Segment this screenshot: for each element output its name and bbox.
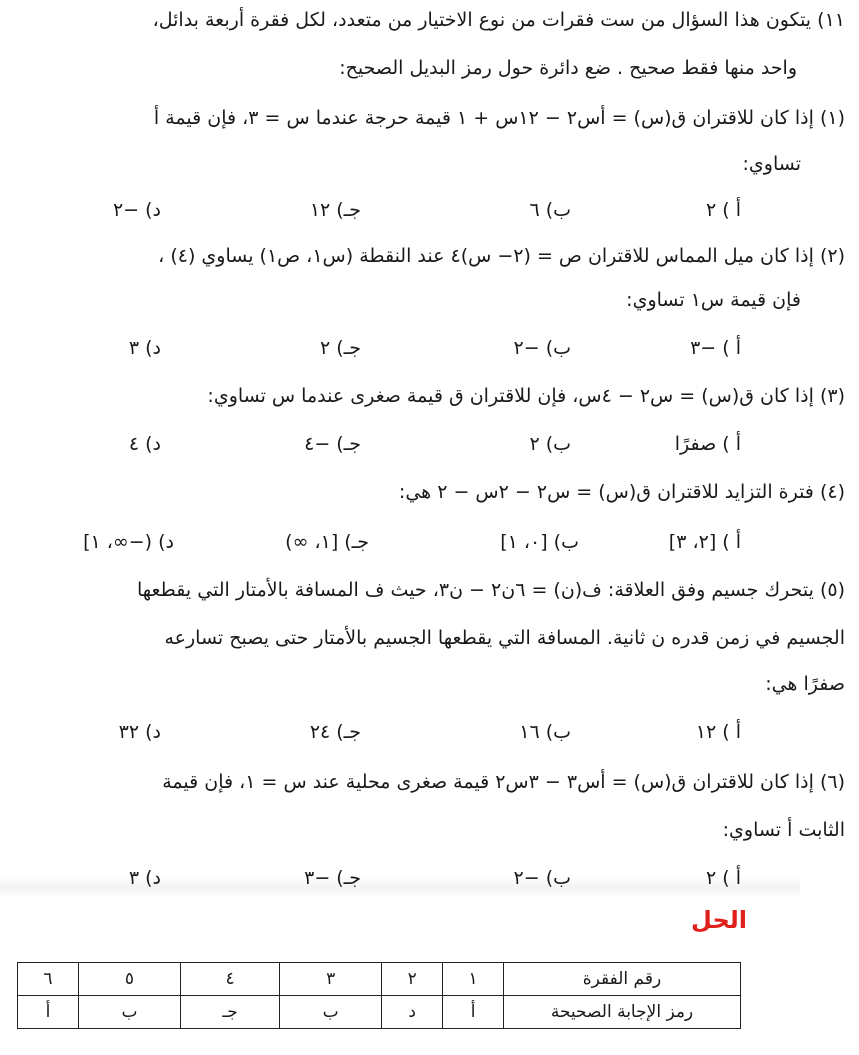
choice-a[interactable]: أ ) ٢ [706, 867, 741, 889]
answer-cell: ب [78, 996, 180, 1029]
choice-a[interactable]: أ ) −٣ [690, 337, 741, 359]
item-number-cell: ٢ [382, 963, 443, 996]
answer-cell: أ [443, 996, 504, 1029]
question-1-choices [0, 194, 859, 226]
solution-title: الحل [691, 906, 747, 934]
choice-c[interactable]: جـ) ١٢ [309, 199, 361, 221]
choice-d[interactable]: د) ٤ [128, 433, 161, 455]
question-2-number: (٢) [819, 245, 845, 267]
question-2-line-2: فإن قيمة س١ تساوي: [626, 289, 801, 311]
choice-d[interactable]: د) ٣ [128, 337, 161, 359]
choice-a[interactable]: أ ) صفرًا [674, 433, 741, 455]
question-1-text: إذا كان للاقتران ق(س) = أس٢ − ١٢س + ١ قيمة حرجة عندما س = ٣، فإن قيمة أ [153, 107, 814, 129]
question-1-line-1 [154, 102, 845, 134]
question-5-line-1 [137, 574, 845, 606]
answer-table [17, 962, 741, 1029]
choice-c[interactable]: جـ) −٤ [304, 433, 361, 455]
question-5-line-2: الجسيم في زمن قدره ن ثانية. المسافة التي يقطعها الجسيم بالأمتار حتى يصبح تسارعه [164, 627, 845, 649]
question-3-line-1 [207, 380, 845, 412]
question-3-text: إذا كان ق(س) = س٢ − ٤س، فإن للاقتران ق قيمة صغرى عندما س تساوي: [207, 385, 814, 407]
choice-c[interactable]: جـ) −٣ [304, 867, 361, 889]
choice-d[interactable]: د) ٣ [128, 867, 161, 889]
question-1-number: (١) [819, 107, 845, 129]
question-5-line-3: صفرًا هي: [765, 673, 845, 695]
question-3-number: (٣) [819, 385, 845, 407]
choice-a[interactable]: أ ) [٢، ٣] [668, 531, 741, 553]
item-number-cell: ٣ [280, 963, 382, 996]
choice-c[interactable]: جـ) ٢٤ [309, 721, 361, 743]
choice-b[interactable]: ب) ١٦ [519, 721, 571, 743]
choice-a[interactable]: أ ) ٢ [706, 199, 741, 221]
choice-c[interactable]: جـ) [١، ∞) [285, 531, 369, 553]
answer-cell: ب [280, 996, 382, 1029]
question-2-line-1 [158, 240, 845, 272]
intro-line-1 [153, 4, 845, 36]
intro-text-1: يتكون هذا السؤال من ست فقرات من نوع الاختيار من متعدد، لكل فقرة أربعة بدائل، [152, 9, 812, 31]
choice-a[interactable]: أ ) ١٢ [695, 721, 741, 743]
question-5-choices [0, 716, 859, 748]
question-4-number: (٤) [819, 481, 845, 503]
choice-b[interactable]: ب) [٠، ١] [500, 531, 579, 553]
question-3-choices [0, 428, 859, 460]
item-number-cell: ٦ [18, 963, 79, 996]
question-5-text: يتحرك جسيم وفق العلاقة: ف(ن) = ٦ن٢ − ن٣، حيث ف المسافة بالأمتار التي يقطعها [136, 579, 814, 601]
question-6-text: إذا كان للاقتران ق(س) = أس٣ − ٣س٢ قيمة صغرى محلية عند س = ١، فإن قيمة [162, 771, 814, 793]
question-4-text: فترة التزايد للاقتران ق(س) = س٢ − ٢س − ٢ هي: [398, 481, 814, 503]
question-6-choices [0, 862, 859, 894]
table-row [18, 963, 741, 996]
question-6-line-1 [162, 766, 845, 798]
question-6-number: (٦) [819, 771, 845, 793]
intro-line-2: واحد منها فقط صحيح . ضع دائرة حول رمز البديل الصحيح: [339, 57, 797, 79]
question-2-text: إذا كان ميل المماس للاقتران ص = (٢− س)٤ عند النقطة (س١، ص١) يساوي (٤) ، [158, 245, 814, 267]
table-row [18, 996, 741, 1029]
question-1-line-2: تساوي: [742, 153, 801, 175]
choice-d[interactable]: د) (−∞، ١] [83, 531, 174, 553]
answer-cell: جـ [181, 996, 280, 1029]
question-group-number: ١١) [817, 9, 845, 31]
row-header-correct-answer: رمز الإجابة الصحيحة [504, 996, 741, 1029]
question-6-line-2: الثابت أ تساوي: [722, 819, 845, 841]
choice-b[interactable]: ب) −٢ [513, 867, 571, 889]
row-header-item-number: رقم الفقرة [504, 963, 741, 996]
item-number-cell: ٥ [78, 963, 180, 996]
item-number-cell: ١ [443, 963, 504, 996]
choice-b[interactable]: ب) ٦ [529, 199, 571, 221]
choice-c[interactable]: جـ) ٢ [320, 337, 361, 359]
choice-b[interactable]: ب) ٢ [529, 433, 571, 455]
answer-cell: د [382, 996, 443, 1029]
question-4-line-1 [399, 476, 845, 508]
question-5-number: (٥) [819, 579, 845, 601]
choice-d[interactable]: د) ٣٢ [118, 721, 161, 743]
question-2-choices [0, 332, 859, 364]
choice-b[interactable]: ب) −٢ [513, 337, 571, 359]
question-4-choices [0, 526, 859, 558]
choice-d[interactable]: د) −٢ [112, 199, 161, 221]
answer-cell: أ [18, 996, 79, 1029]
item-number-cell: ٤ [181, 963, 280, 996]
